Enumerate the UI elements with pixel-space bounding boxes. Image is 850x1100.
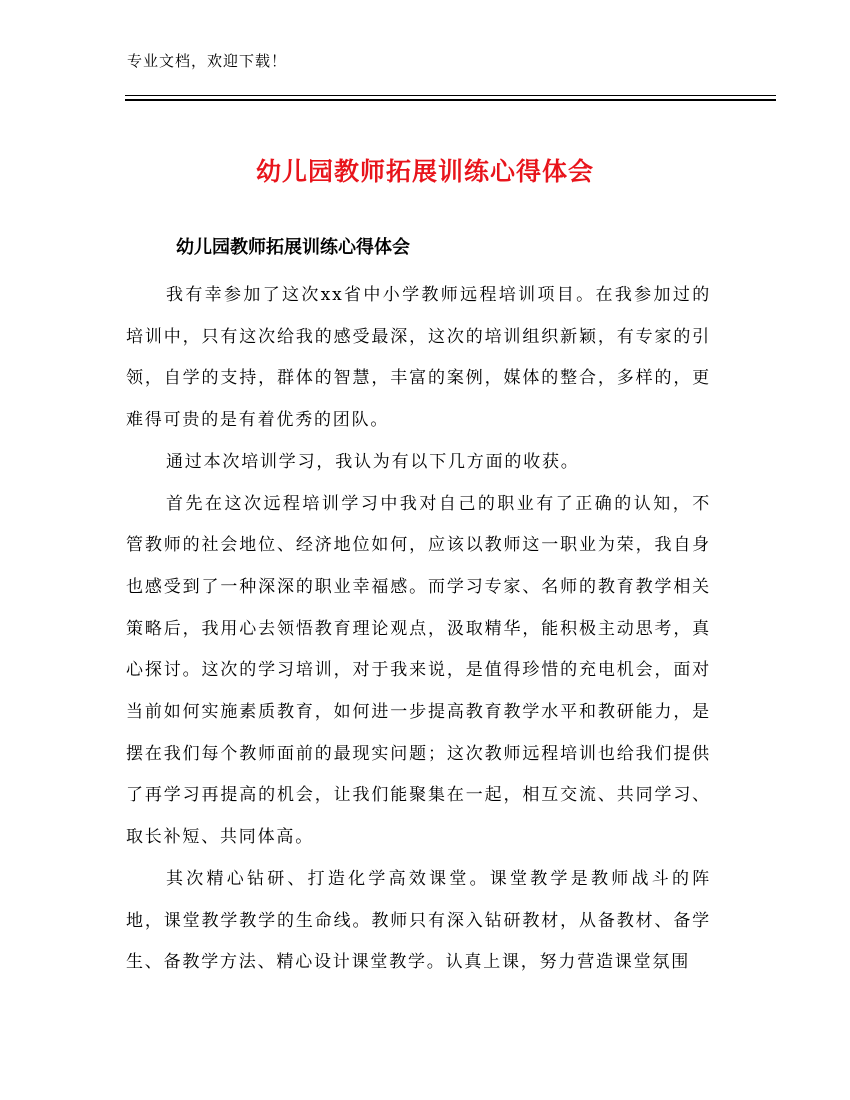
document-title: 幼儿园教师拓展训练心得体会 xyxy=(255,157,594,186)
paragraph: 其次精心钻研、打造化学高效课堂。课堂教学是教师战斗的阵地，课堂教学教学的生命线。教师只有深入钻研教材，从备教材、备学生、备教学方法、精心设计课堂教学。认真上课，努力营造课堂氛围 xyxy=(126,868,711,973)
document-subtitle: 幼儿园教师拓展训练心得体会 xyxy=(176,237,410,258)
paragraph: 首先在这次远程培训学习中我对自己的职业有了正确的认知，不管教师的社会地位、经济地位如何，应该以教师这一职业为荣，我自身也感受到了一种深深的职业幸福感。而学习专家、名师的教育教学相关策略后，我用心去领悟教育理论观点，汲取精华，能积极主动思考，真心探讨。这次的学习培训，对于我来说，是值得珍惜的充电机会，面对当前如何实施素质教育，如何进一步提高教育教学水平和教研能力，是摆在我们每个教师面前的最现实问题；这次教师远程培训也给我们提供了再学习再提高的机会，让我们能聚集在一起，相互交流、共同学习、取长补短、共同体高。 xyxy=(126,493,711,848)
document-body xyxy=(126,275,711,984)
paragraph: 通过本次培训学习，我认为有以下几方面的收获。 xyxy=(166,451,580,472)
header-divider xyxy=(125,95,776,101)
paragraph: 我有幸参加了这次xx省中小学教师远程培训项目。在我参加过的培训中，只有这次给我的感受最深，这次的培训组织新颖，有专家的引领，自学的支持，群体的智慧，丰富的案例，媒体的整合，多样的，更难得可贵的是有着优秀的团队。 xyxy=(126,285,711,431)
page-header-text: 专业文档，欢迎下载！ xyxy=(127,52,288,70)
